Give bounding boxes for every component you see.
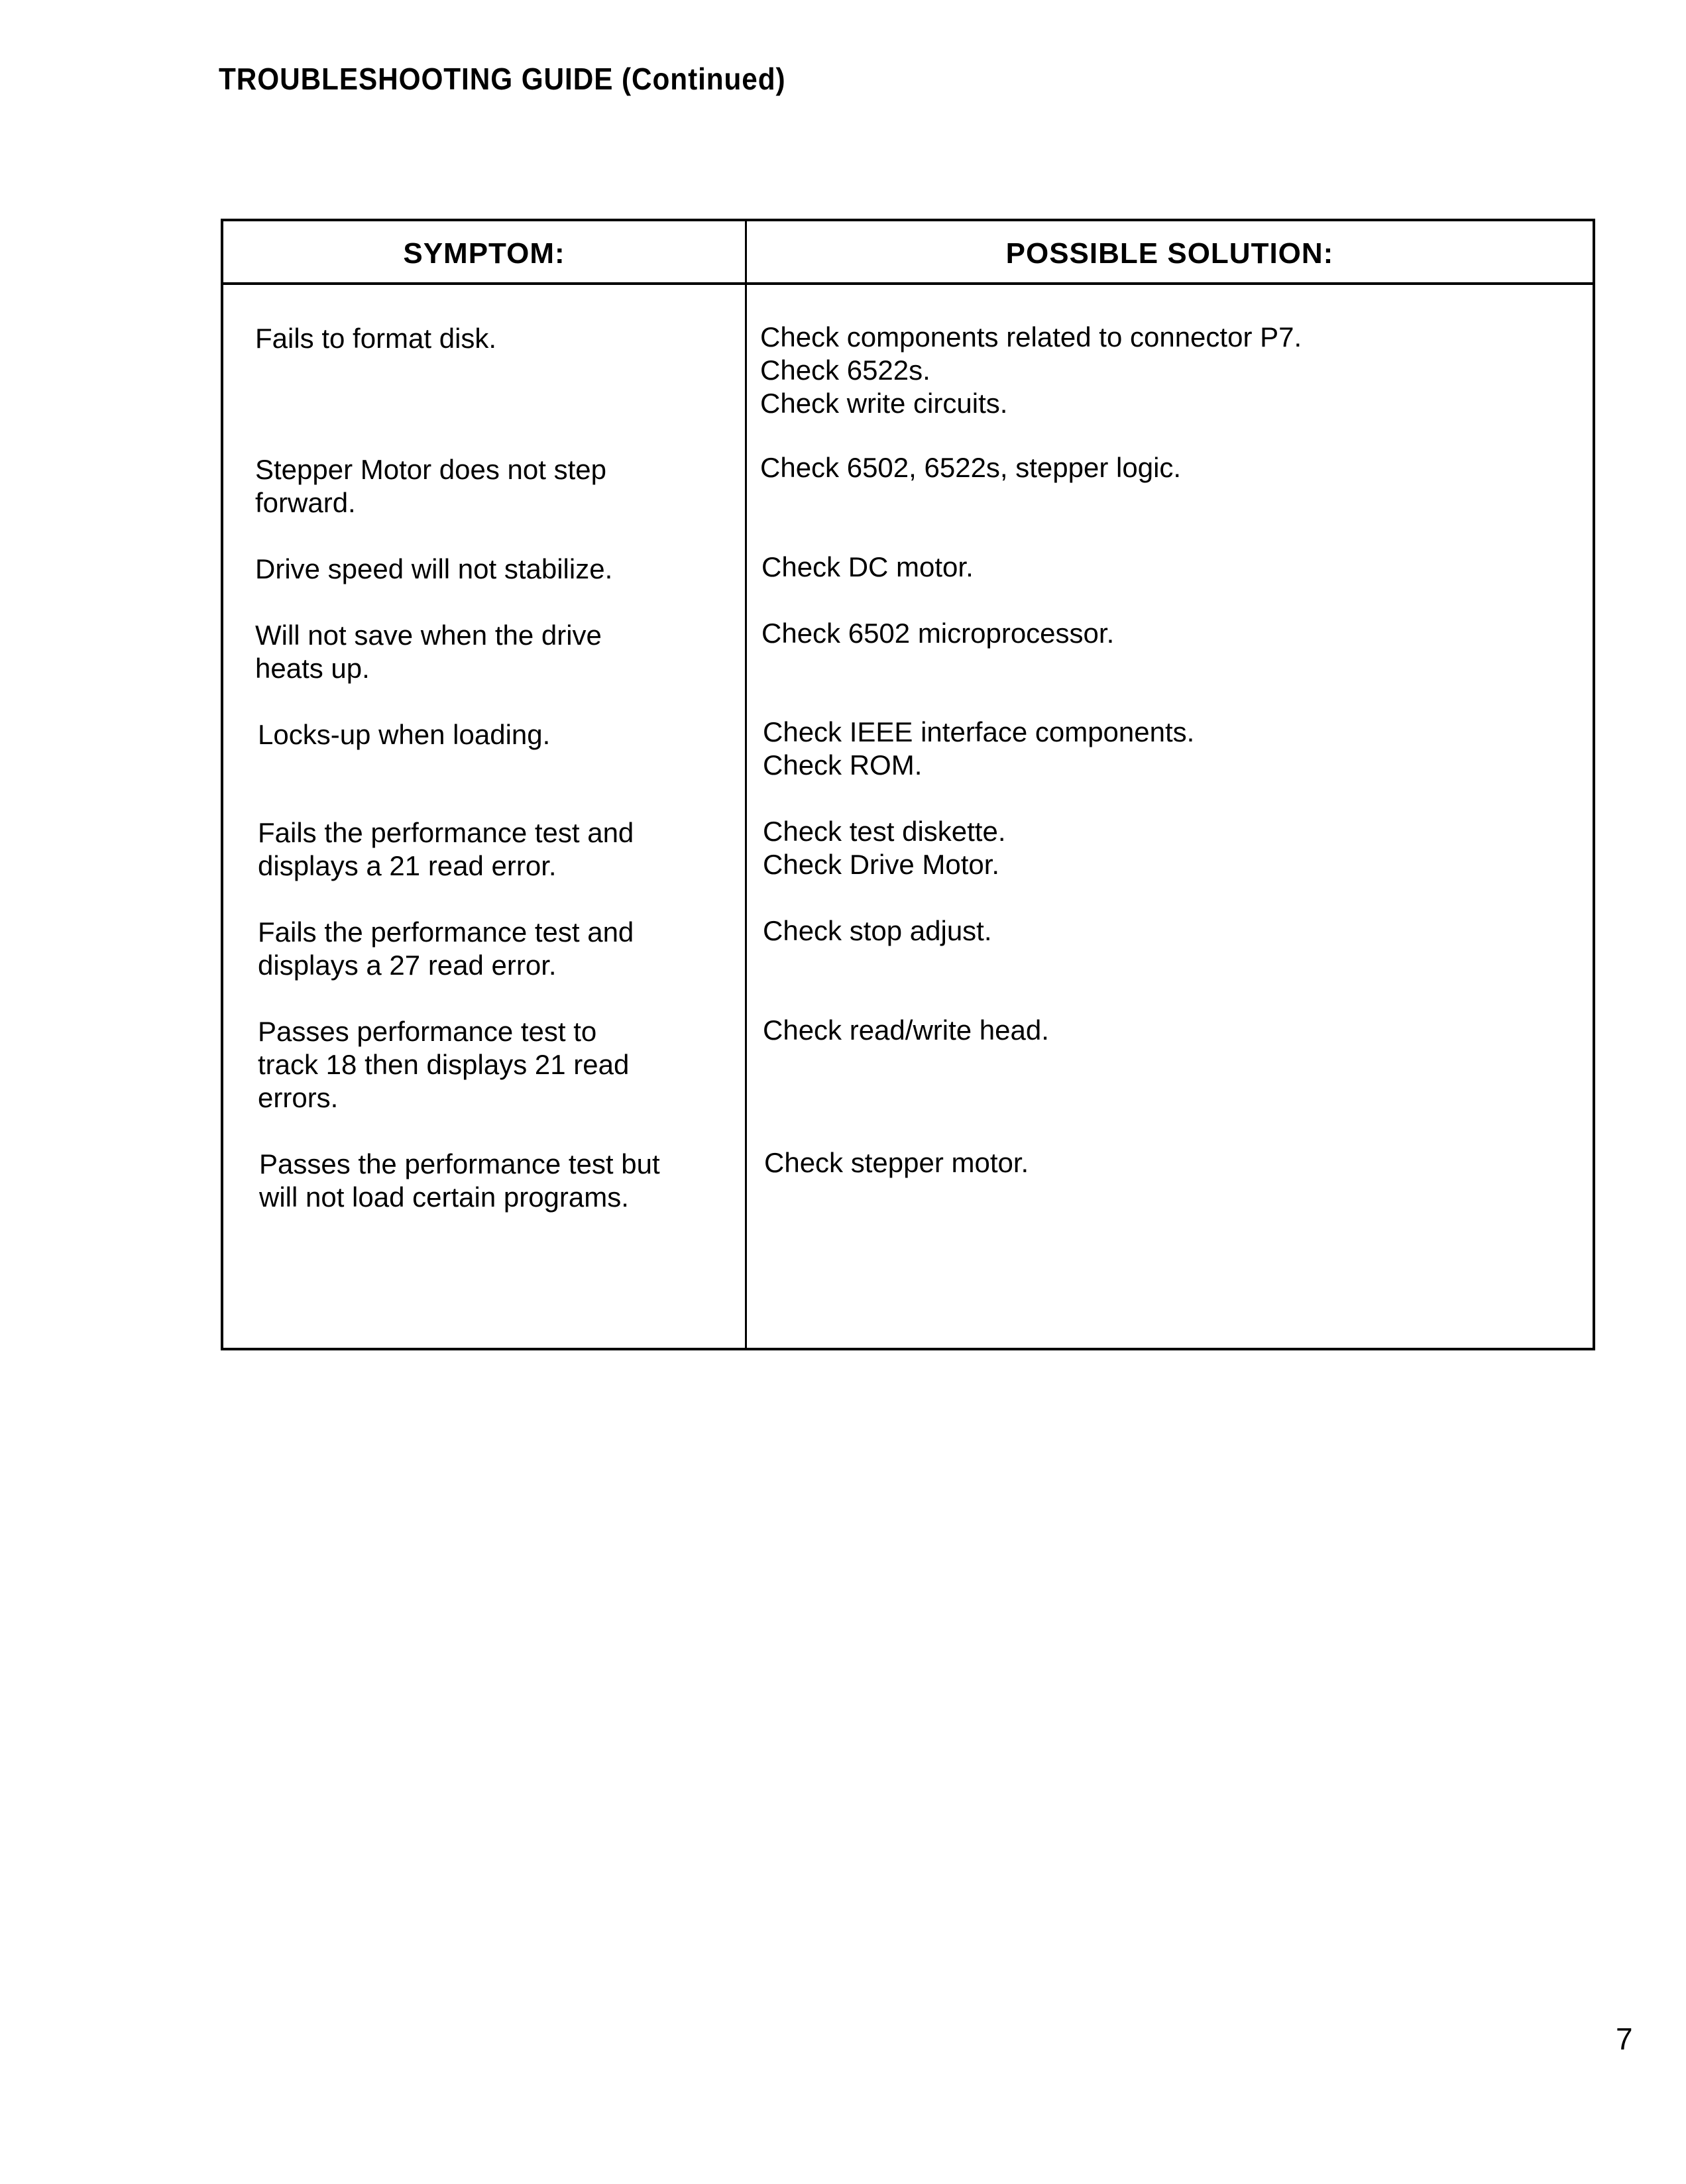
table-row-solution: [760, 321, 1555, 420]
symptom-line: Locks-up when loading.: [258, 719, 551, 750]
symptom-line: Passes the performance test but: [259, 1148, 660, 1179]
symptom-line: displays a 27 read error.: [258, 950, 557, 981]
solution-line: Check stepper motor.: [764, 1147, 1029, 1178]
table-row-symptom: [259, 1148, 736, 1214]
page-number: 7: [1616, 2022, 1633, 2056]
table-row-symptom: [258, 718, 735, 751]
table-row-symptom: [255, 619, 732, 685]
table-row-solution: [761, 617, 1557, 650]
page-title: TROUBLESHOOTING GUIDE (Continued): [219, 62, 786, 96]
symptom-line: heats up.: [255, 653, 370, 684]
header-possible-solution: POSSIBLE SOLUTION:: [1005, 237, 1334, 270]
solution-line: Check ROM.: [763, 749, 923, 781]
solution-line: Check write circuits.: [760, 388, 1008, 419]
solution-line: Check DC motor.: [761, 551, 974, 582]
table-row-symptom: [255, 453, 732, 519]
table-row-symptom: [258, 1015, 735, 1115]
symptom-line: forward.: [255, 487, 356, 518]
symptom-line: Will not save when the drive: [255, 620, 602, 651]
table-row-solution: [763, 815, 1558, 881]
symptom-line: will not load certain programs.: [259, 1181, 629, 1213]
column-divider: [745, 221, 747, 1348]
troubleshooting-table: [221, 219, 1595, 1350]
symptom-line: Fails to format disk.: [255, 323, 497, 354]
table-row-symptom: [258, 816, 735, 883]
solution-line: Check read/write head.: [763, 1014, 1049, 1046]
symptom-line: Drive speed will not stabilize.: [255, 553, 613, 584]
table-row-solution: [760, 451, 1555, 484]
symptom-line: Passes performance test to: [258, 1016, 597, 1047]
symptom-line: Fails the performance test and: [258, 916, 634, 948]
table-row-solution: [763, 1014, 1558, 1047]
table-row-solution: [761, 551, 1557, 584]
solution-line: Check IEEE interface components.: [763, 716, 1195, 747]
header-symptom: SYMPTOM:: [403, 237, 565, 270]
solution-line: Check 6502 microprocessor.: [761, 618, 1115, 649]
table-row-solution: [763, 716, 1558, 782]
solution-line: Check 6502, 6522s, stepper logic.: [760, 452, 1182, 483]
symptom-line: Stepper Motor does not step: [255, 454, 606, 485]
solution-line: Check 6522s.: [760, 355, 930, 386]
table-row-symptom: [255, 322, 732, 355]
table-row-solution: [764, 1146, 1559, 1179]
table-header: [223, 221, 1593, 285]
symptom-line: errors.: [258, 1082, 339, 1113]
solution-line: Check stop adjust.: [763, 915, 992, 946]
table-row-symptom: [258, 916, 735, 982]
symptom-line: Fails the performance test and: [258, 817, 634, 848]
solution-line: Check components related to connector P7.: [760, 321, 1302, 353]
solution-line: Check test diskette.: [763, 816, 1006, 847]
solution-line: Check Drive Motor.: [763, 849, 1000, 880]
symptom-line: displays a 21 read error.: [258, 850, 557, 881]
symptom-line: track 18 then displays 21 read: [258, 1049, 630, 1080]
table-row-solution: [763, 914, 1558, 948]
table-row-symptom: [255, 553, 732, 586]
